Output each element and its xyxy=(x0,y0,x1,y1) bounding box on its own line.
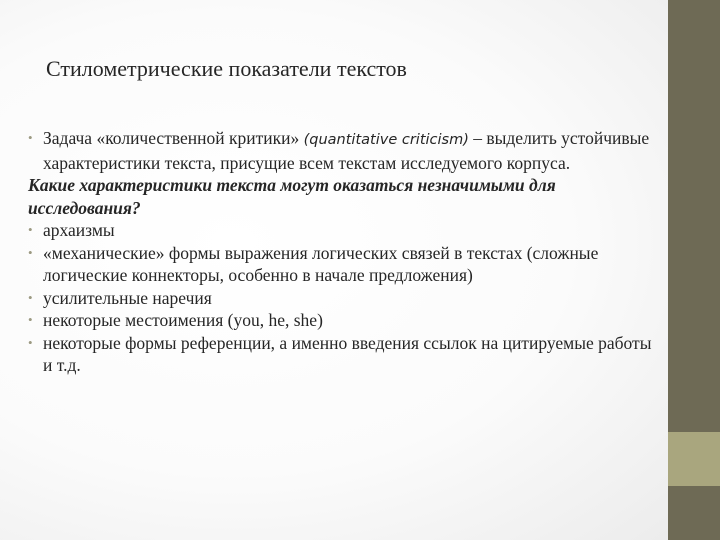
bullet-text: усилительные наречия xyxy=(43,287,212,308)
bullet-icon: • xyxy=(28,289,33,305)
task-text-before: Задача «количественной критики» xyxy=(43,128,304,148)
bullet-icon: • xyxy=(28,312,33,327)
question-text: Какие характеристики текста могут оказаться незначимыми для исследования? xyxy=(28,175,556,218)
accent-bar-highlight xyxy=(668,432,720,486)
bullet-item-references xyxy=(28,332,664,377)
task-text-after: – выделить устойчивые характеристики текста, присущие всем текстам исследуемого корпуса. xyxy=(43,128,650,173)
bullet-text: архаизмы xyxy=(43,220,115,240)
bullet-icon: • xyxy=(28,244,33,260)
bullet-icon: • xyxy=(28,334,33,350)
bullet-text: «механические» формы выражения логических связей в текстах (сложные логические коннекторы, особенно в начале предложения) xyxy=(43,242,599,285)
bullet-item-adverbs xyxy=(28,287,664,310)
bullet-text: некоторые местоимения (you, he, she) xyxy=(43,310,323,330)
slide-content xyxy=(28,127,664,377)
bullet-item-archaisms xyxy=(28,219,664,242)
task-text-latin: (quantitative criticism) xyxy=(303,132,469,148)
bullet-text: некоторые формы референции, а именно введения ссылок на цитируемые работы и т.д. xyxy=(43,332,652,375)
bullet-icon: • xyxy=(28,130,33,145)
bullet-item-connectors xyxy=(28,242,664,287)
slide-title: Стилометрические показатели текстов xyxy=(46,56,407,81)
bullet-item-task xyxy=(28,127,664,174)
bullet-icon: • xyxy=(28,222,33,237)
bullet-item-pronouns xyxy=(28,309,664,332)
